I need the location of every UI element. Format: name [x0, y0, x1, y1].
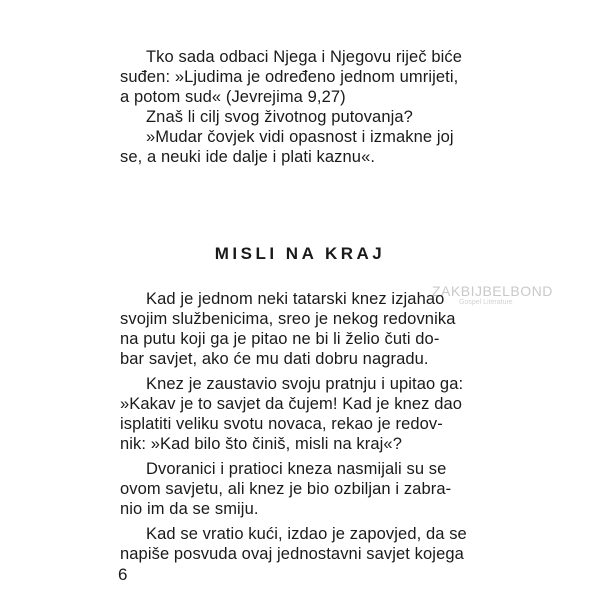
text-line: Kad se vratio kući, izdao je zapovjed, da se: [146, 525, 467, 543]
text-line: napiše posvuda ovaj jednostavni savjet kojega: [120, 545, 464, 563]
text-line: svojim službenicima, sreo je nekog redovnika: [120, 310, 456, 328]
text-line: »Mudar čovjek vidi opasnost i izmakne joj: [146, 128, 454, 146]
text-line: na putu koji ga je pitao ne bi li želio čuti do-: [120, 330, 440, 348]
text-line: Znaš li cilj svog životnog putovanja?: [146, 108, 413, 126]
text-line: se, a neuki ide dalje i plati kaznu«.: [120, 148, 376, 166]
text-line: Knez je zaustavio svoju pratnju i upitao ga:: [146, 375, 464, 393]
text-line: Kad je jednom neki tatarski knez izjahao: [146, 290, 445, 308]
watermark-logo: ZAKBIJBELBOND: [432, 283, 553, 299]
text-line: nio im da se smiju.: [120, 500, 259, 518]
text-line: isplatiti veliku svotu novaca, rekao je redov-: [120, 415, 443, 433]
watermark-subtitle: Gospel Literature: [459, 299, 513, 306]
page-number: 6: [118, 565, 128, 584]
text-line: Tko sada odbaci Njega i Njegovu riječ biće: [146, 48, 463, 66]
text-line: a potom sud« (Jevrejima 9,27): [120, 88, 346, 106]
text-line: suđen: »Ljudima je određeno jednom umrijeti,: [120, 68, 459, 86]
text-line: »Kakav je to savjet da čujem! Kad je knez dao: [120, 395, 463, 413]
text-line: ovom savjetu, ali knez je bio ozbiljan i zabra-: [120, 480, 452, 498]
text-line: Dvoranici i pratioci kneza nasmijali su se: [146, 460, 447, 478]
text-line: bar savjet, ako će mu dati dobru nagradu.: [120, 350, 429, 368]
text-line: nik: »Kad bilo što činiš, misli na kraj«?: [120, 435, 402, 453]
section-title: MISLI NA KRAJ: [214, 244, 386, 263]
